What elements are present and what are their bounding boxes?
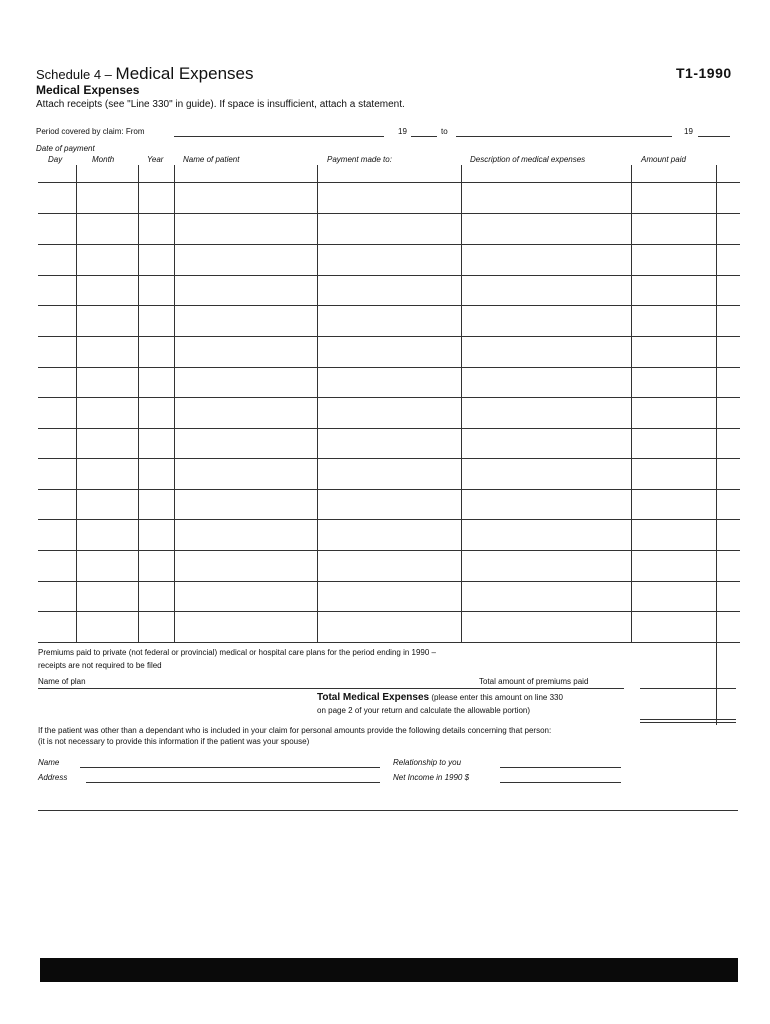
total-note1: (please enter this amount on line 330 bbox=[431, 693, 563, 702]
name-of-plan-field[interactable] bbox=[38, 688, 624, 689]
total-block bbox=[317, 692, 563, 703]
column-divider bbox=[76, 165, 77, 642]
table-row[interactable] bbox=[38, 489, 740, 490]
period-to-label: to bbox=[441, 127, 448, 136]
table-row[interactable] bbox=[38, 642, 740, 643]
premiums-note-line2: receipts are not required to be filed bbox=[38, 661, 162, 670]
table-row[interactable] bbox=[38, 611, 740, 612]
period-to-year-field[interactable] bbox=[698, 136, 730, 137]
table-row[interactable] bbox=[38, 305, 740, 306]
period-to-field[interactable] bbox=[456, 136, 672, 137]
patient-column-heading: Name of patient bbox=[183, 155, 240, 164]
net-income-label: Net Income in 1990 $ bbox=[393, 773, 470, 782]
table-row[interactable] bbox=[38, 367, 740, 368]
total-double-underline bbox=[640, 722, 736, 723]
period-year-prefix-1: 19 bbox=[398, 127, 407, 136]
dependant-name-field[interactable] bbox=[80, 767, 380, 768]
net-income-field[interactable] bbox=[500, 782, 621, 783]
table-row[interactable] bbox=[38, 458, 740, 459]
schedule-label: Schedule 4 – bbox=[36, 67, 112, 82]
column-divider bbox=[138, 165, 139, 642]
dependant-note-line2: (it is not necessary to provide this information if the patient was your spouse) bbox=[38, 737, 310, 746]
dependant-address-field[interactable] bbox=[86, 782, 380, 783]
footer-black-bar bbox=[40, 958, 738, 982]
name-of-plan-label: Name of plan bbox=[38, 677, 86, 686]
form-id: T1-1990 bbox=[676, 65, 732, 81]
table-row[interactable] bbox=[38, 428, 740, 429]
table-row[interactable] bbox=[38, 397, 740, 398]
schedule-title: Medical Expenses bbox=[115, 64, 254, 83]
day-column-heading: Day bbox=[48, 155, 63, 164]
table-row[interactable] bbox=[38, 581, 740, 582]
dependant-note-line1: If the patient was other than a dependant who is included in your claim for personal amounts provide the following details concerning that person: bbox=[38, 726, 552, 735]
period-from-year-field[interactable] bbox=[411, 136, 437, 137]
dependant-name-label: Name bbox=[38, 758, 60, 767]
amount-column-heading: Amount paid bbox=[641, 155, 686, 164]
period-label: Period covered by claim: From bbox=[36, 127, 145, 136]
table-row[interactable] bbox=[38, 182, 740, 183]
period-from-field[interactable] bbox=[174, 136, 384, 137]
year-column-heading: Year bbox=[147, 155, 164, 164]
total-premiums-label: Total amount of premiums paid bbox=[479, 677, 589, 686]
period-year-prefix-2: 19 bbox=[684, 127, 693, 136]
schedule-heading bbox=[36, 64, 254, 84]
table-row[interactable] bbox=[38, 519, 740, 520]
total-label: Total Medical Expenses bbox=[317, 692, 430, 703]
bottom-rule bbox=[38, 810, 738, 811]
table-row[interactable] bbox=[38, 213, 740, 214]
subtitle: Medical Expenses bbox=[36, 83, 140, 97]
date-of-payment-heading: Date of payment bbox=[36, 144, 95, 153]
table-row[interactable] bbox=[38, 275, 740, 276]
table-row[interactable] bbox=[38, 550, 740, 551]
description-column-heading: Description of medical expenses bbox=[470, 155, 586, 164]
total-amount-field[interactable] bbox=[640, 719, 736, 720]
total-note2: on page 2 of your return and calculate the allowable portion) bbox=[317, 706, 531, 715]
table-row[interactable] bbox=[38, 336, 740, 337]
column-divider bbox=[174, 165, 175, 642]
table-row[interactable] bbox=[38, 244, 740, 245]
column-divider bbox=[317, 165, 318, 642]
column-divider bbox=[716, 165, 717, 725]
relationship-field[interactable] bbox=[500, 767, 621, 768]
payment-to-column-heading: Payment made to: bbox=[327, 155, 392, 164]
total-premiums-field[interactable] bbox=[640, 688, 736, 689]
column-divider bbox=[631, 165, 632, 642]
column-divider bbox=[461, 165, 462, 642]
attach-note: Attach receipts (see "Line 330" in guide). If space is insufficient, attach a statement. bbox=[36, 99, 405, 110]
relationship-label: Relationship to you bbox=[393, 758, 462, 767]
premiums-note-line1: Premiums paid to private (not federal or provincial) medical or hospital care plans for the period ending in 1990 – bbox=[38, 648, 436, 657]
month-column-heading: Month bbox=[92, 155, 115, 164]
dependant-address-label: Address bbox=[38, 773, 68, 782]
